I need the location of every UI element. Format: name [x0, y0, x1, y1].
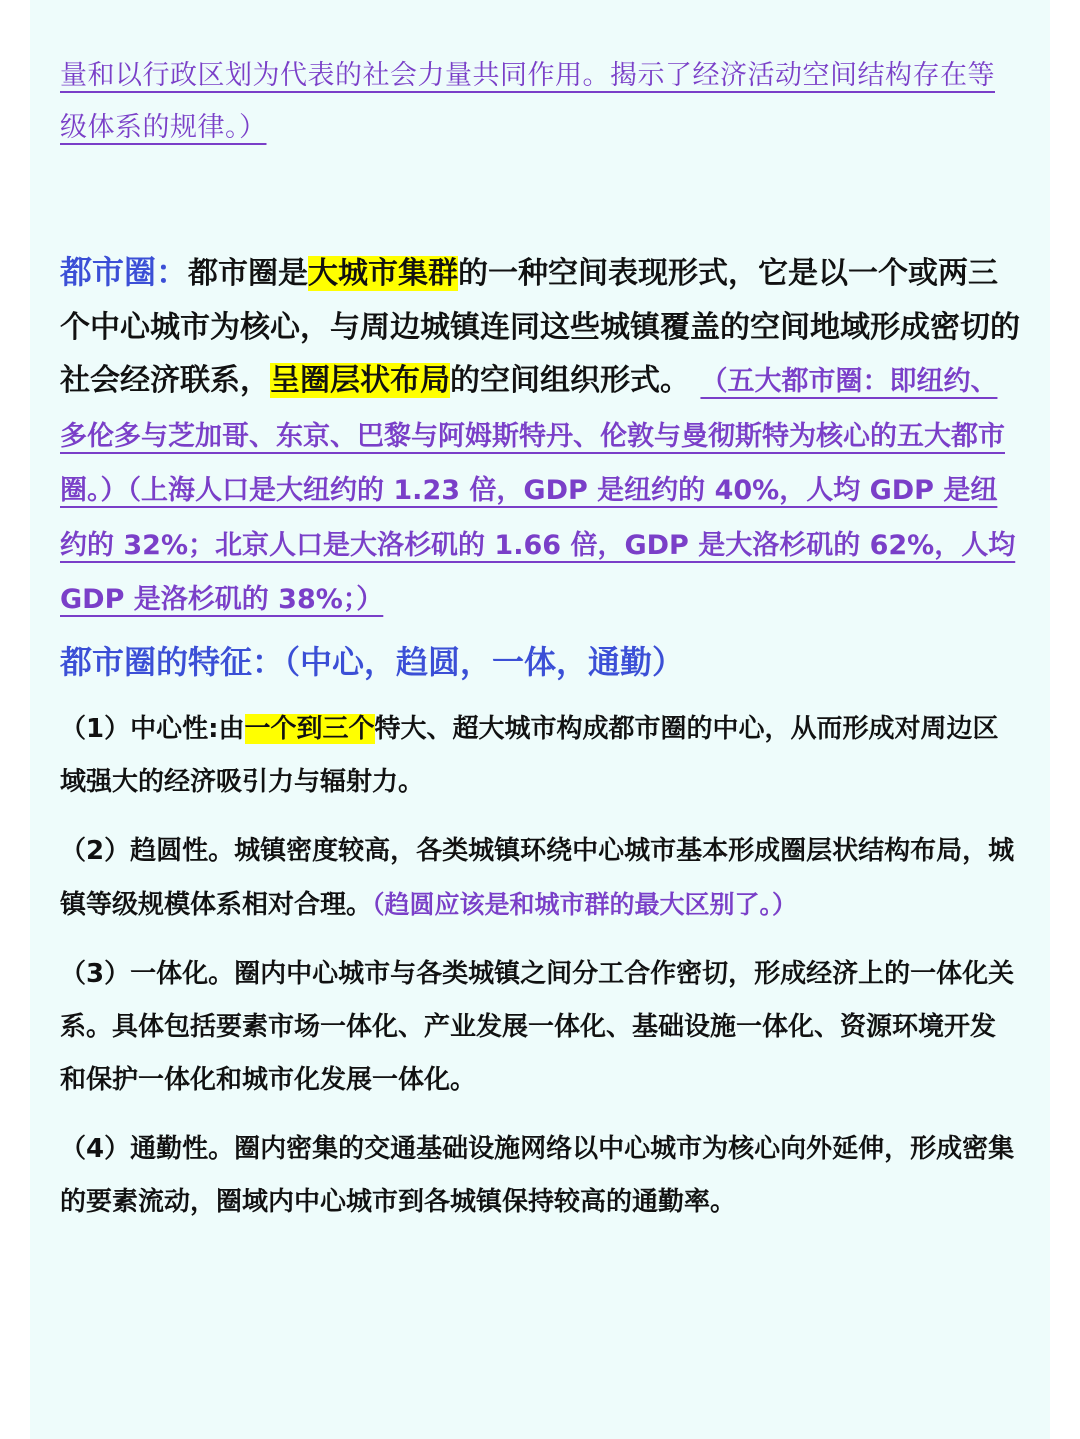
feature-1-text: 特大、超大城市构成都市圈的中心，从而形成对周边区域强大的经济吸引力与辐射力。	[60, 713, 999, 797]
features-heading: 都市圈的特征：（中心，趋圆，一体，通勤）	[60, 642, 685, 681]
feature-item-centrality	[60, 703, 1020, 809]
definition-text-1: 都市圈是	[188, 256, 309, 291]
intro-paragraph	[60, 50, 1020, 154]
feature-4-text: （4）通勤性。圈内密集的交通基础设施网络以中心城市为核心向外延伸，形成密集的要素流动，圈域内中心城市到各城镇保持较高的通勤率。	[60, 1133, 1015, 1217]
document-content	[60, 50, 1020, 1229]
feature-1-prefix: （1）中心性:由	[60, 713, 245, 744]
highlight-one-to-three: 一个到三个	[244, 713, 375, 744]
definition-term: 都市圈：	[60, 253, 189, 291]
highlight-big-city-cluster: 大城市集群	[308, 256, 459, 291]
definition-text-3: 的空间组织形式。	[450, 363, 690, 398]
definition-paragraph	[60, 246, 1020, 627]
definition-text-2: 的一种空间表现形式，它是以一个或两三个中心城市为核心，与周边城镇连同这些城镇覆盖的空间地域形成密切的社会经济联系，	[60, 256, 1020, 398]
feature-3-text: （3）一体化。圈内中心城市与各类城镇之间分工合作密切，形成经济上的一体化关系。具体包括要素市场一体化、产业发展一体化、基础设施一体化、资源环境开发和保护一体化和城市化发展一体化。	[60, 958, 1015, 1095]
document-page	[30, 0, 1050, 1439]
intro-note: 量和以行政区划为代表的社会力量共同作用。揭示了经济活动空间结构存在等级体系的规律。）	[60, 60, 995, 143]
feature-item-integration	[60, 948, 1020, 1107]
highlight-ring-layout: 呈圈层状布局	[270, 363, 450, 398]
feature-2-note: （趋圆应该是和城市群的最大区别了。）	[372, 889, 798, 919]
feature-2-text: （2）趋圆性。城镇密度较高，各类城镇环绕中心城市基本形成圈层状结构布局，城镇等级规模体系相对合理。	[60, 835, 1015, 920]
feature-item-commuting	[60, 1123, 1020, 1229]
feature-item-roundness	[60, 825, 1020, 932]
definition-note: （五大都市圈：即纽约、多伦多与芝加哥、东京、巴黎与阿姆斯特丹、伦敦与曼彻斯特为核心的五大都市圈。）（上海人口是大纽约的 1.23 倍，GDP 是纽约的 40%，人均 GDP 是纽约的 32%；北京人口是大洛杉矶的 1.66 倍，GDP 是大洛杉矶的 62%，人均 GDP 是洛杉矶的 38%；）	[60, 366, 1016, 615]
